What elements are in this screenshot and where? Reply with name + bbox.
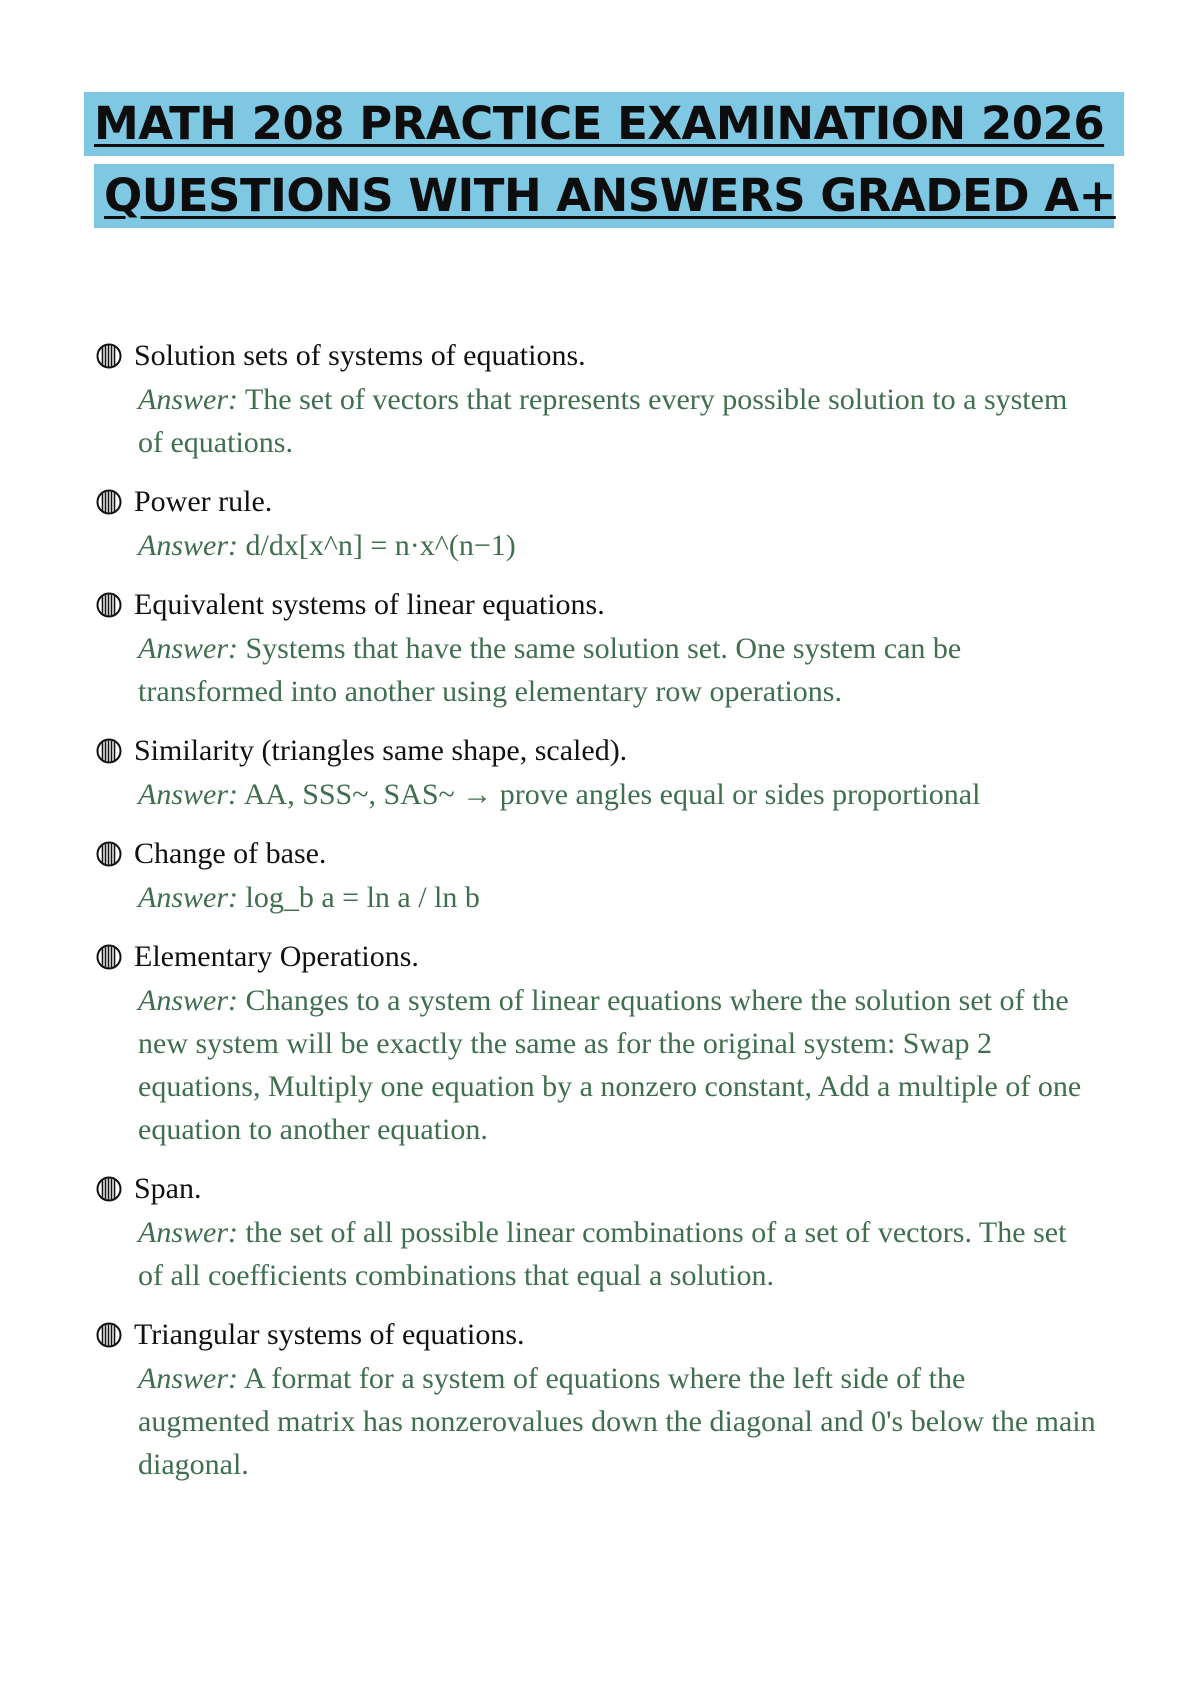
- answer-body: AA, SSS~, SAS~ → prove angles equal or sides proportional: [243, 778, 981, 811]
- question-text: Solution sets of systems of equations.: [134, 339, 586, 372]
- striped-circle-icon: [96, 1176, 122, 1202]
- answer-text: [138, 378, 1096, 464]
- question-row: [96, 832, 1096, 876]
- question-row: [96, 480, 1096, 524]
- answer-text: [138, 627, 1096, 713]
- answer-label: Answer:: [138, 984, 238, 1017]
- answer-label: Answer:: [138, 1216, 238, 1249]
- title-line-2: QUESTIONS WITH ANSWERS GRADED A+: [94, 164, 1114, 228]
- qa-list: [96, 334, 1096, 1502]
- answer-text: [138, 979, 1096, 1151]
- question-text: Similarity (triangles same shape, scaled).: [134, 734, 628, 767]
- qa-item-7: [96, 1167, 1096, 1297]
- striped-circle-icon: [96, 738, 122, 764]
- answer-text: [138, 1357, 1096, 1486]
- qa-item-2: [96, 480, 1096, 567]
- striped-circle-icon: [96, 489, 122, 515]
- answer-body: The set of vectors that represents every possible solution to a system of equations.: [138, 383, 1068, 459]
- answer-body: log_b a = ln a / ln b: [245, 881, 480, 914]
- qa-item-6: [96, 935, 1096, 1151]
- question-row: [96, 1167, 1096, 1211]
- qa-item-5: [96, 832, 1096, 919]
- answer-text: [138, 1211, 1096, 1297]
- answer-text: [138, 876, 1096, 919]
- striped-circle-icon: [96, 944, 122, 970]
- answer-label: Answer:: [138, 1362, 238, 1395]
- answer-label: Answer:: [138, 778, 238, 811]
- answer-text: [138, 773, 1096, 816]
- document-title: [84, 92, 1124, 228]
- qa-item-8: [96, 1313, 1096, 1486]
- question-row: [96, 1313, 1096, 1357]
- answer-body: Changes to a system of linear equations where the solution set of the new system will be exactly the same as for the original system: Swap 2 equations, Multiply one equation by a nonzero constant, Add a multiple of one equation to another equation.: [138, 984, 1082, 1146]
- answer-body: d/dx[x^n] = n·x^(n−1): [245, 529, 516, 562]
- question-text: Power rule.: [134, 485, 273, 518]
- striped-circle-icon: [96, 1322, 122, 1348]
- answer-label: Answer:: [138, 632, 238, 665]
- question-row: [96, 729, 1096, 773]
- striped-circle-icon: [96, 592, 122, 618]
- qa-item-4: [96, 729, 1096, 816]
- striped-circle-icon: [96, 343, 122, 369]
- question-row: [96, 334, 1096, 378]
- qa-item-3: [96, 583, 1096, 713]
- answer-body: Systems that have the same solution set. One system can be transformed into another using elementary row operations.: [138, 632, 962, 708]
- answer-label: Answer:: [138, 383, 238, 416]
- question-row: [96, 935, 1096, 979]
- answer-text: [138, 524, 1096, 567]
- question-text: Span.: [134, 1172, 202, 1205]
- answer-label: Answer:: [138, 529, 238, 562]
- striped-circle-icon: [96, 841, 122, 867]
- question-text: Elementary Operations.: [134, 940, 419, 973]
- qa-item-1: [96, 334, 1096, 464]
- question-row: [96, 583, 1096, 627]
- answer-body: the set of all possible linear combinations of a set of vectors. The set of all coefficients combinations that equal a solution.: [138, 1216, 1067, 1292]
- question-text: Triangular systems of equations.: [134, 1318, 525, 1351]
- answer-label: Answer:: [138, 881, 238, 914]
- question-text: Change of base.: [134, 837, 327, 870]
- question-text: Equivalent systems of linear equations.: [134, 588, 605, 621]
- title-line-1: MATH 208 PRACTICE EXAMINATION 2026: [84, 92, 1124, 156]
- answer-body: A format for a system of equations where the left side of the augmented matrix has nonzerovalues down the diagonal and 0's below the main diagonal.: [138, 1362, 1096, 1481]
